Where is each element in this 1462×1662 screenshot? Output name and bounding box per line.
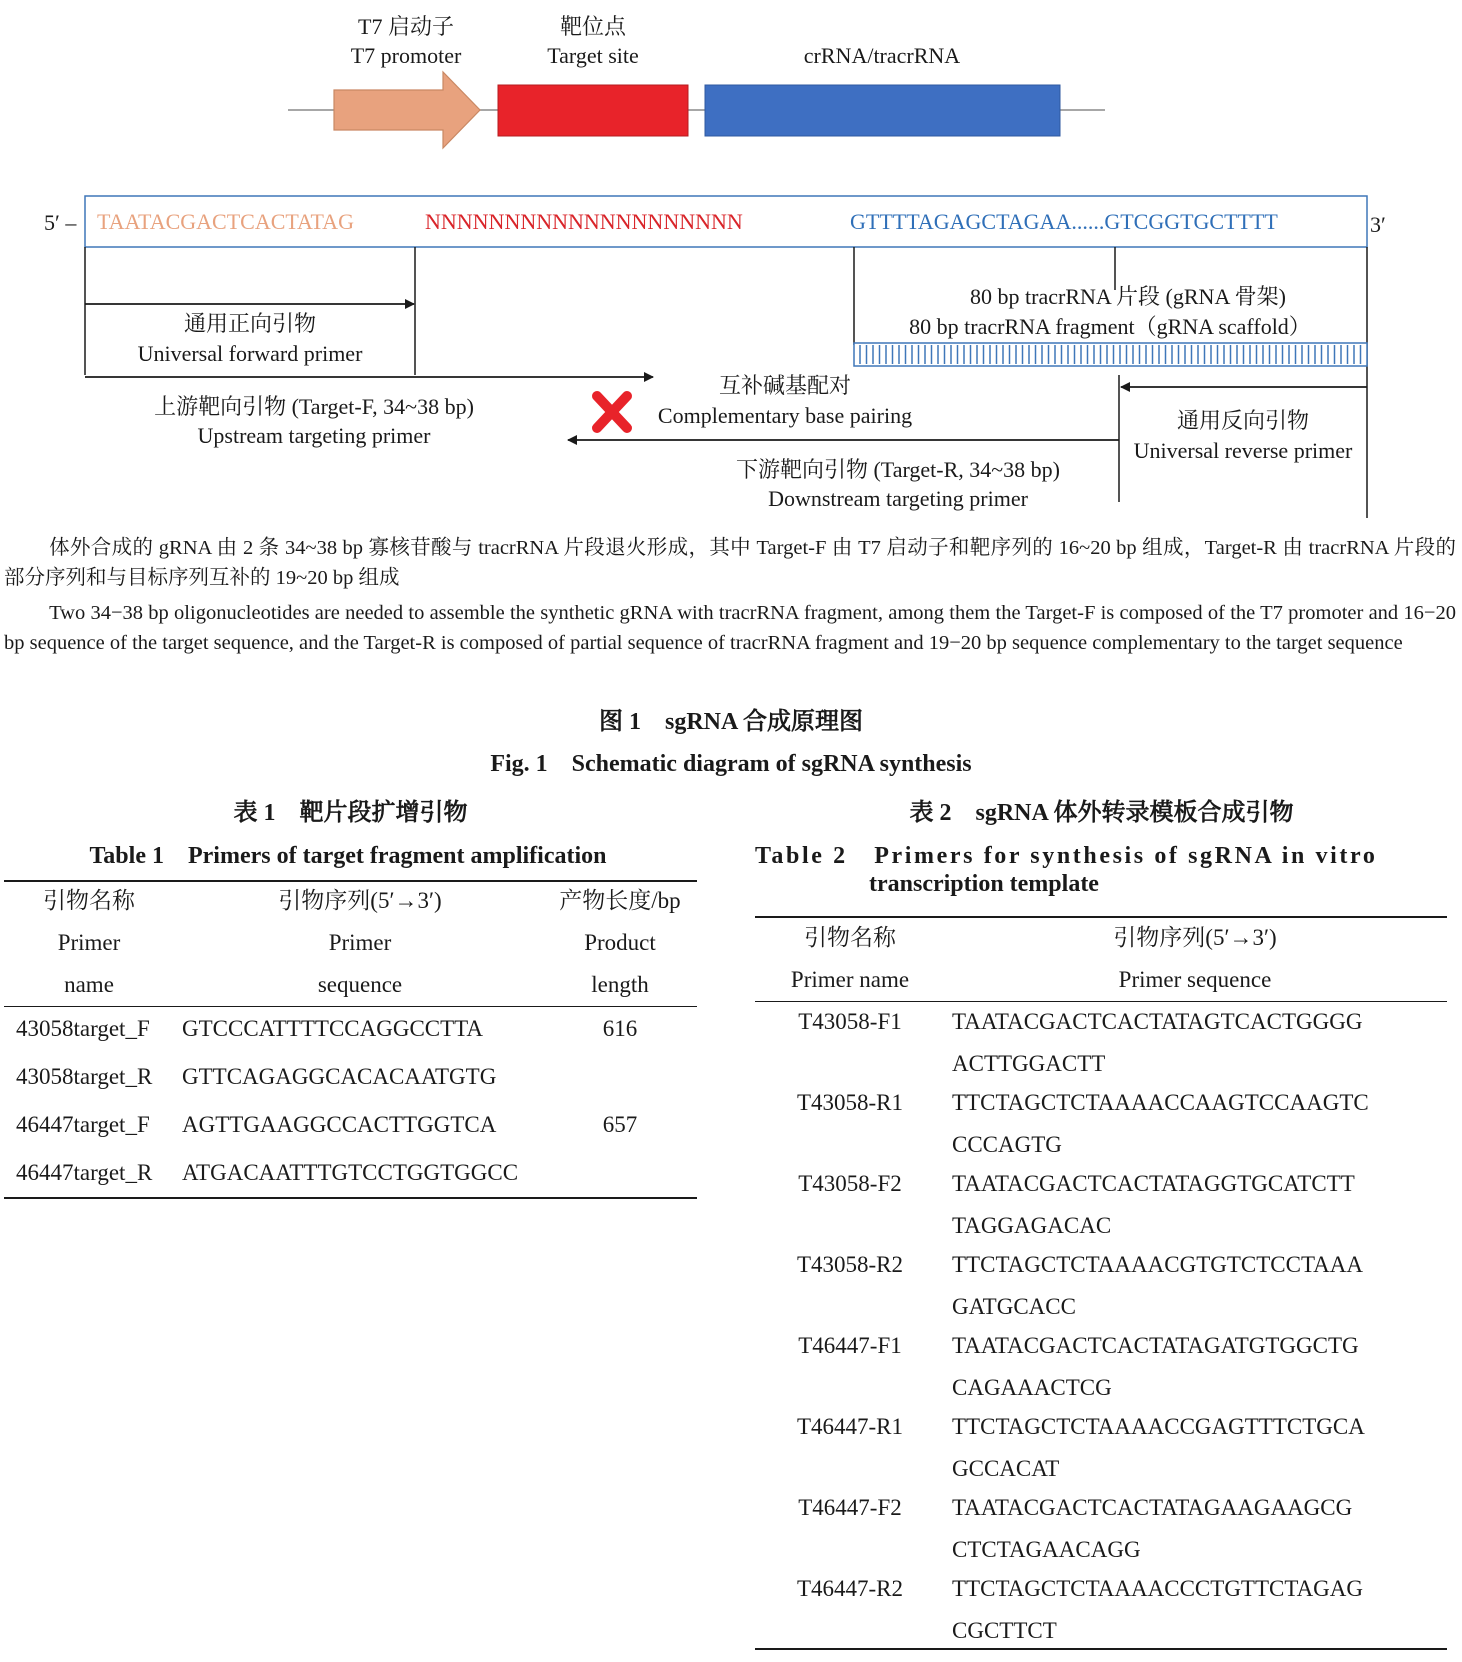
table1-header-seq-en1: Primer bbox=[328, 930, 392, 955]
target-site-box bbox=[498, 85, 688, 136]
table2-header-rule bbox=[755, 1001, 1447, 1002]
three-prime-label: 3′ bbox=[1370, 212, 1386, 237]
table1-row-seq: GTCCCATTTTCCAGGCCTTA bbox=[182, 1016, 483, 1041]
table2-row-seq-line1: TAATACGACTCACTATAGGTGCATCTT bbox=[952, 1171, 1355, 1196]
table1-bottom-rule bbox=[4, 1197, 697, 1199]
tracr-label-cn: 80 bp tracrRNA 片段 (gRNA 骨架) bbox=[970, 284, 1286, 309]
comp-en: Complementary base pairing bbox=[657, 403, 913, 428]
five-prime-label: 5′ – bbox=[44, 210, 77, 235]
table2-row-seq-line1: TTCTAGCTCTAAAACCGAGTTTCTGCA bbox=[952, 1414, 1365, 1439]
table1-row-len: 657 bbox=[602, 1112, 638, 1137]
table2-title-en-2: transcription template bbox=[869, 871, 1099, 897]
table1-row-name: 43058target_F bbox=[16, 1016, 150, 1041]
figure-title-cn: 图 1 sgRNA 合成原理图 bbox=[598, 709, 863, 735]
table2-row-seq-line2: TAGGAGACAC bbox=[952, 1213, 1112, 1238]
table1-top-rule bbox=[4, 880, 697, 882]
crrna-label: crRNA/tracrRNA bbox=[803, 43, 961, 68]
table2-row-seq-line2: CTCTAGAACAGG bbox=[952, 1537, 1141, 1562]
up-primer-en: Upstream targeting primer bbox=[197, 423, 431, 448]
crrna-tracrrna-box bbox=[705, 85, 1060, 136]
table2-row-name: T43058-R1 bbox=[796, 1090, 904, 1115]
table1-header-rule bbox=[4, 1006, 697, 1007]
t7-label-en: T7 promoter bbox=[350, 43, 462, 68]
up-primer-cn: 上游靶向引物 (Target-F, 34~38 bp) bbox=[154, 394, 474, 419]
table2-row-name: T46447-F2 bbox=[798, 1495, 902, 1520]
table2-row-name: T43058-R2 bbox=[796, 1252, 904, 1277]
seq-t7: TAATACGACTCACTATAG bbox=[97, 209, 354, 234]
table1-title-cn: 表 1 靶片段扩增引物 bbox=[233, 800, 468, 826]
table1-header-name-en2: name bbox=[64, 972, 114, 997]
table1-header-name-en1: Primer bbox=[57, 930, 121, 955]
table1-header-len-cn: 产物长度/bp bbox=[559, 888, 681, 913]
table1-row-name: 46447target_R bbox=[16, 1160, 153, 1185]
table1-header-name-cn: 引物名称 bbox=[43, 888, 135, 913]
table1-header-seq-cn: 引物序列(5′→3′) bbox=[278, 888, 442, 913]
table2-row-seq-line2: GATGCACC bbox=[952, 1294, 1076, 1319]
table1-row-seq: ATGACAATTTGTCCTGGTGGCC bbox=[182, 1160, 519, 1185]
t7-label-cn: T7 启动子 bbox=[358, 14, 454, 39]
table2-top-rule bbox=[755, 916, 1447, 918]
table2-row-name: T46447-R1 bbox=[796, 1414, 904, 1439]
table1-row-name: 43058target_R bbox=[16, 1064, 153, 1089]
table2-row-seq-line2: CAGAAACTCG bbox=[952, 1375, 1112, 1400]
table2-row-seq-line2: CCCAGTG bbox=[952, 1132, 1062, 1157]
table2-row-seq-line1: TTCTAGCTCTAAAACCCTGTTCTAGAG bbox=[952, 1576, 1364, 1601]
no-pairing-cross-icon bbox=[597, 396, 627, 428]
table2-row-seq-line2: CGCTTCT bbox=[952, 1618, 1057, 1643]
table2-row-name: T46447-F1 bbox=[798, 1333, 902, 1358]
table2-header-seq-en: Primer sequence bbox=[1118, 967, 1272, 992]
table1-row-len: 616 bbox=[602, 1016, 638, 1041]
table2-row-name: T43058-F2 bbox=[798, 1171, 902, 1196]
table1-row-seq: AGTTGAAGGCCACTTGGTCA bbox=[182, 1112, 497, 1137]
table2-row-seq-line1: TAATACGACTCACTATAGATGTGGCTG bbox=[952, 1333, 1359, 1358]
table2-header-name-cn: 引物名称 bbox=[804, 925, 896, 950]
table1-row-seq: GTTCAGAGGCACACAATGTG bbox=[182, 1064, 497, 1089]
fwd-primer-cn: 通用正向引物 bbox=[183, 311, 317, 336]
seq-scaffold: GTTTTAGAGCTAGAA......GTCGGTGCTTTT bbox=[850, 209, 1278, 234]
figure-caption-en: Two 34−38 bp oligonucleotides are needed to assemble the synthetic gRNA with tracrRNA fragment, among them the Target-F is composed of the T7 promoter and 16−20 bp sequence of the target sequence, and the Target-R is composed of partial sequence of tracrRNA fragment and 19−20 bp sequence complementary to the target sequence bbox=[4, 602, 1456, 654]
tracr-label-en: 80 bp tracrRNA fragment（gRNA scaffold） bbox=[909, 314, 1311, 339]
table2-header-seq-cn: 引物序列(5′→3′) bbox=[1113, 925, 1277, 950]
rev-primer-en: Universal reverse primer bbox=[1133, 438, 1353, 463]
t7-promoter-arrow bbox=[334, 72, 480, 148]
table1-header-len-en1: Product bbox=[584, 930, 656, 955]
table2-row-seq-line1: TAATACGACTCACTATAGAAGAAGCG bbox=[952, 1495, 1353, 1520]
table2-row-seq-line1: TAATACGACTCACTATAGTCACTGGGG bbox=[952, 1009, 1363, 1034]
table2-row-seq-line2: ACTTGGACTT bbox=[952, 1051, 1106, 1076]
table1-row-name: 46447target_F bbox=[16, 1112, 150, 1137]
table2-row-seq-line1: TTCTAGCTCTAAAACGTGTCTCCTAAA bbox=[952, 1252, 1364, 1277]
figure-title-en: Fig. 1 Schematic diagram of sgRNA synthesis bbox=[490, 751, 972, 777]
target-label-en: Target site bbox=[547, 43, 639, 68]
table1-header-len-en2: length bbox=[591, 972, 649, 997]
table2-title-cn: 表 2 sgRNA 体外转录模板合成引物 bbox=[909, 800, 1294, 826]
table2-header-name-en: Primer name bbox=[790, 967, 910, 992]
target-label-cn: 靶位点 bbox=[559, 14, 627, 39]
comp-cn: 互补碱基配对 bbox=[718, 373, 852, 398]
table1-title-en: Table 1 Primers of target fragment amplification bbox=[89, 843, 607, 869]
table2-row-seq-line2: GCCACAT bbox=[952, 1456, 1060, 1481]
down-primer-en: Downstream targeting primer bbox=[768, 486, 1028, 511]
down-primer-cn: 下游靶向引物 (Target-R, 34~38 bp) bbox=[735, 457, 1061, 482]
table1-header-seq-en2: sequence bbox=[317, 972, 403, 997]
table2-row-seq-line1: TTCTAGCTCTAAAACCAAGTCCAAGTC bbox=[952, 1090, 1369, 1115]
sgrna-synthesis-diagram bbox=[0, 0, 1462, 520]
figure-caption-cn: 体外合成的 gRNA 由 2 条 34~38 bp 寡核苷酸与 tracrRNA 片段退火形成，其中 Target-F 由 T7 启动子和靶序列的 16~20 bp 组成，Target-R 由 tracrRNA 片段的部分序列和与目标序列互补的 19~20 bp 组成 bbox=[4, 537, 1456, 589]
table2-row-name: T43058-F1 bbox=[798, 1009, 902, 1034]
rev-primer-cn: 通用反向引物 bbox=[1176, 408, 1310, 433]
table2-title-en-1: Table 2 Primers for synthesis of sgRNA in vitro bbox=[755, 843, 1378, 869]
fwd-primer-en: Universal forward primer bbox=[137, 341, 363, 366]
seq-target: NNNNNNNNNNNNNNNNNNNN bbox=[425, 209, 743, 234]
table2-bottom-rule bbox=[755, 1648, 1447, 1650]
table2-row-name: T46447-R2 bbox=[796, 1576, 904, 1601]
